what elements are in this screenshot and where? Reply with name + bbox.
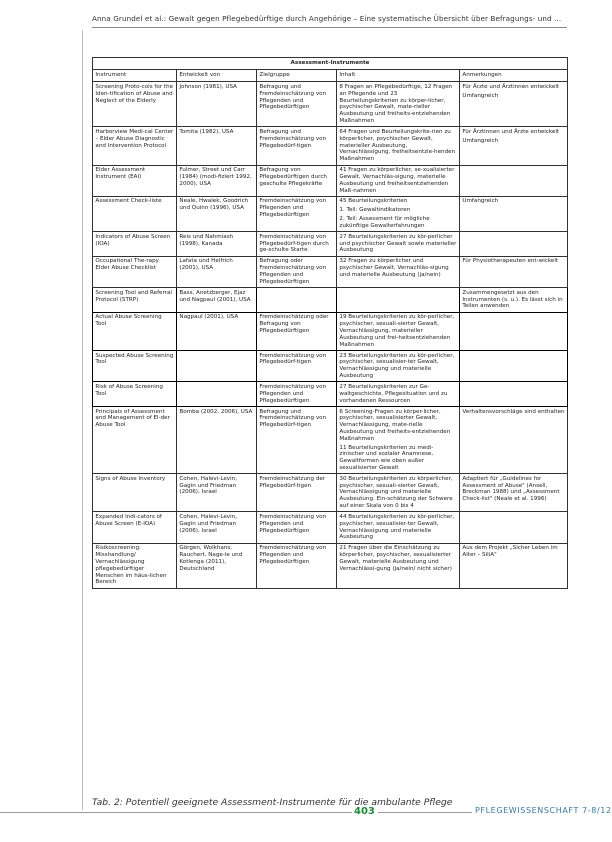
cell-notes-paragraph: Aus dem Projekt „Sicher Leben im Alter – SiliA" (462, 545, 558, 559)
assessment-table (92, 57, 568, 589)
footer-rule-left (0, 812, 352, 813)
cell-instrument: Expanded Indi-cators of Abuse Screen (E-IOA) (93, 512, 177, 543)
cell-developer: Reis und Nahmiash (1998), Kanada (177, 232, 257, 257)
cell-content-paragraph: 45 Beurteilungskriterien (339, 198, 408, 205)
cell-content (337, 512, 460, 543)
cell-content (337, 82, 460, 127)
journal-name: PFLEGEWISSENSCHAFT 7-8/12 (475, 806, 612, 815)
cell-notes (460, 288, 568, 313)
cell-target: Fremdeinschätzung der Pflegebedürf-tigen (257, 474, 337, 512)
cell-notes-paragraph: Für Ärzte und Ärztinnen entwickelt (462, 83, 560, 90)
cell-notes (460, 165, 568, 196)
table-header-row (93, 70, 568, 82)
cell-developer: Cohen, Halevi-Levin, Gagin und Friedman (2006), Israel (177, 512, 257, 543)
cell-target (257, 288, 337, 313)
cell-developer: Bass, Anetzberger, Ejaz und Nagpaul (2001), USA (177, 288, 257, 313)
cell-developer: Cohen, Halevi-Levin, Gagin und Friedman (2006), Israel (177, 474, 257, 512)
cell-notes (460, 127, 568, 165)
cell-content-paragraph: 19 Beurteilungskriterien zu kör-perlicher, psychischer, sexuali-sierter Gewalt, Vernachlässigung, materieller Ausbeutung und frei-heitsentziehenden Maßnahmen (339, 314, 455, 348)
col-header-content: Inhalt (337, 70, 460, 82)
cell-notes (460, 196, 568, 231)
running-head: Anna Grundel et al.: Gewalt gegen Pflegebedürftige durch Angehörige – Eine systematische Übersicht über Befragungs- und ... (92, 14, 562, 23)
cell-notes-paragraph: Verhaltensvorschläge sind enthalten (462, 408, 565, 415)
cell-content (337, 543, 460, 588)
cell-notes (460, 543, 568, 588)
table-row (93, 232, 568, 257)
cell-notes-paragraph: Umfangreich (462, 198, 499, 205)
cell-notes-paragraph: Adaptiert für „Guidelines for Assessment of Abuse" (Ansell, Breckman 1988) und „Assessment Check-list" (Neale et al. 1996) (462, 475, 560, 503)
cell-developer: Bomba (2002, 2006), USA (177, 406, 257, 473)
cell-content (337, 165, 460, 196)
cell-target: Befragung und Fremdeinschätzung von Pflegenden und Pflegebedürftigen (257, 82, 337, 127)
cell-notes (460, 256, 568, 287)
cell-content (337, 232, 460, 257)
table-title: Assessment-Instrumente (93, 58, 568, 70)
table-row (93, 256, 568, 287)
col-header-notes: Anmerkungen (460, 70, 568, 82)
table-row (93, 406, 568, 473)
table-row (93, 474, 568, 512)
cell-developer: Neale, Hwalek, Goodrich und Quinn (1996), USA (177, 196, 257, 231)
cell-instrument: Signs of Abuse Inventory (93, 474, 177, 512)
table-row (93, 382, 568, 407)
cell-instrument: Risk of Abuse Screening Tool (93, 382, 177, 407)
cell-notes (460, 512, 568, 543)
cell-content-paragraph: 8 Fragen an Pflegebedürftige, 12 Fragen an Pflegende und 23 Beurteilungskriterien zu körper-licher, psychischer Gewalt, mate-rieller Ausbeutung und freiheits-entziehenden Maßnahmen (339, 83, 453, 124)
cell-content-paragraph: 21 Fragen über die Einschätzung zu körperlicher, psychischer, sexualisierter Gewalt, materielle Ausbeutung und Vernachlässi-gung (ja/nein/ nicht sicher) (339, 545, 452, 572)
cell-instrument: Actual Abuse Screening Tool (93, 312, 177, 350)
cell-instrument: Occupational The-rapy Elder Abuse Checklist (93, 256, 177, 287)
cell-developer: Lafata und Helfrich (2001), USA (177, 256, 257, 287)
cell-target: Fremdeinschätzung von Pflegenden und Pflegebedürftigen (257, 512, 337, 543)
cell-content (337, 474, 460, 512)
cell-target: Befragung von Pflegebedürftigen durch geschulte Pflegekräfte (257, 165, 337, 196)
table-row (93, 196, 568, 231)
table-row (93, 312, 568, 350)
cell-target: Befragung oder Fremdeinschätzung von Pflegenden und Pflegebedürftigen (257, 256, 337, 287)
cell-instrument: Screening Tool and Referral Protocol (STRP) (93, 288, 177, 313)
table-row (93, 512, 568, 543)
cell-content-paragraph: 64 Fragen und Beurteilungskrite-rien zu körperlicher, psychischer Gewalt, materieller Ausbeutung, Vernachlässigung, freiheitsentzie-henden Maßnahmen (339, 128, 456, 163)
col-header-target: Zielgruppe (257, 70, 337, 82)
cell-notes (460, 232, 568, 257)
cell-target: Fremdeinschätzung von Pflegebedürf-tigen (257, 350, 337, 381)
cell-notes-paragraph: Zusammengesetzt aus den Instrumenten (s. u.). Es lässt sich in Teilen anwenden (462, 289, 563, 310)
cell-content-paragraph: 11 Beurteilungskriterien zu medi-zinischer und sozialer Anamnese, Gewaltformen wie oben außer sexualisierter Gewalt (339, 444, 434, 471)
cell-notes (460, 406, 568, 473)
cell-target: Fremdeinschätzung oder Befragung von Pflegebedürftigen (257, 312, 337, 350)
cell-instrument: Indicators of Abuse Screen (IOA) (93, 232, 177, 257)
cell-developer: Görgen, Wolkhans, Rauchert, Nage-le und Kotlenga (2011), Deutschland (177, 543, 257, 588)
cell-instrument: Principals of Assessment and Management of El-der Abuse Tool (93, 406, 177, 473)
cell-developer: Johnson (1981), USA (177, 82, 257, 127)
table-row (93, 288, 568, 313)
cell-content (337, 382, 460, 407)
cell-target: Fremdeinschätzung von Pflegenden und Pflegebedürftigen (257, 382, 337, 407)
cell-developer (177, 382, 257, 407)
table-row (93, 82, 568, 127)
cell-instrument: Assessment Check-liste (93, 196, 177, 231)
cell-developer: Fulmer, Street und Carr (1984) (modi-fiziert 1992, 2000), USA (177, 165, 257, 196)
cell-content (337, 196, 460, 231)
cell-developer (177, 350, 257, 381)
table-row (93, 127, 568, 165)
table-row (93, 543, 568, 588)
page-number: 403 (354, 806, 375, 817)
cell-target: Fremdeinschätzung von Pflegebedürf-tigen durch ge-schulte Starte (257, 232, 337, 257)
cell-instrument: Suspected Abuse Screening Tool (93, 350, 177, 381)
table-title-row (93, 58, 568, 70)
cell-content (337, 312, 460, 350)
cell-developer: Tomita (1982), USA (177, 127, 257, 165)
cell-content (337, 350, 460, 381)
col-header-instrument: Instrument (93, 70, 177, 82)
cell-target: Fremdeinschätzung von Pflegenden und Pflegebedürftigen (257, 543, 337, 588)
cell-developer: Nagpaul (2001), USA (177, 312, 257, 350)
cell-content-paragraph: 32 Fragen zu körperlicher und psychischer Gewalt, Vernachläs-sigung und materielle Ausbeutung (ja/nein) (339, 258, 449, 279)
cell-notes (460, 350, 568, 381)
cell-content (337, 256, 460, 287)
cell-content-paragraph: 27 Beurteilungskriterien zu kör-perlicher und psychischer Gewalt sowie materieller Ausbeutung (339, 233, 457, 254)
cell-notes (460, 82, 568, 127)
cell-notes-paragraph: Umfangreich (462, 137, 499, 144)
table-row (93, 165, 568, 196)
cell-instrument: Elder Assessment Instrument (EAI) (93, 165, 177, 196)
cell-content-paragraph: 1. Teil: Gewaltindikatoren (339, 207, 411, 214)
cell-notes-paragraph: Für Physiotherapeuten ent-wickelt (462, 258, 559, 265)
cell-instrument: Screening Proto-cols for the Iden-tification of Abuse and Neglect of the Elderly (93, 82, 177, 127)
cell-content-paragraph: 30 Beurteilungskriterien zu körperlicher, psychischer, sexuali-sierter Gewalt, Vernachlässigung und materielle Ausbeutung. Ein-schätzung der Schwere auf einer Skala von 0 bis 4 (339, 475, 453, 510)
cell-target: Fremdeinschätzung von Pflegenden und Pflegebedürftigen (257, 196, 337, 231)
cell-content-paragraph: 2. Teil: Assessment für mögliche zukünftige Gewalterfahrungen (339, 216, 430, 229)
cell-content-paragraph: 6 Screening-Fragen zu körper-licher, psychischer, sexualisierter Gewalt, Vernachlässigung, mate-rielle Ausbeutung und freiheits-entziehenden Maßnahmen (339, 408, 451, 442)
cell-notes (460, 312, 568, 350)
cell-target: Befragung und Fremdeinschätzung von Pflegebedürf-tigen (257, 127, 337, 165)
cell-notes (460, 382, 568, 407)
cell-notes-paragraph: Für Ärztinnen und Ärzte entwickelt (462, 128, 560, 135)
assessment-table-container (92, 57, 567, 589)
footer-rule-right (378, 812, 472, 813)
header-rule (92, 27, 567, 28)
table-row (93, 350, 568, 381)
cell-instrument: Risikoscreening: Misshandlung/ Vernachlässigung pflegebedürftiger Menschen im häus-lichen Bereich (93, 543, 177, 588)
page-left-border (82, 30, 83, 810)
table-body (93, 82, 568, 588)
cell-notes-paragraph: Umfangreich (462, 92, 499, 99)
cell-content (337, 406, 460, 473)
cell-content (337, 288, 460, 313)
cell-content (337, 127, 460, 165)
table-caption: Tab. 2: Potentiell geeignete Assessment-Instrumente für die ambulante Pflege (92, 797, 453, 808)
cell-notes (460, 474, 568, 512)
cell-content-paragraph: 44 Beurteilungskriterien zu kör-perlicher, psychischer, sexualisier-ter Gewalt, Vernachlässigung und materielle Ausbeutung (339, 514, 455, 541)
cell-content-paragraph: 23 Beurteilungskriterien zu kör-perlicher, psychischer, sexualisier-ter Gewalt, Vernachlässigung und materielle Ausbeutung (339, 352, 455, 379)
col-header-developer: Entwickelt von (177, 70, 257, 82)
cell-content-paragraph: 41 Fragen zu körperlicher, se-xualisierter Gewalt, Vernachläs-sigung, materielle Ausbeutung und freiheitsentziehenden Maß-nahmen (339, 167, 455, 194)
cell-instrument: Harborview Medi-cal Center – Elder Abuse Diagnostic and Intervention Protocol (93, 127, 177, 165)
cell-target: Befragung und Fremdeinschätzung von Pflegebedürf-tigen (257, 406, 337, 473)
cell-content-paragraph: 27 Beurteilungskriterien zur Ge-waltgeschichte, Pflegesituation und zu vorhandenen Ressourcen (339, 383, 448, 404)
